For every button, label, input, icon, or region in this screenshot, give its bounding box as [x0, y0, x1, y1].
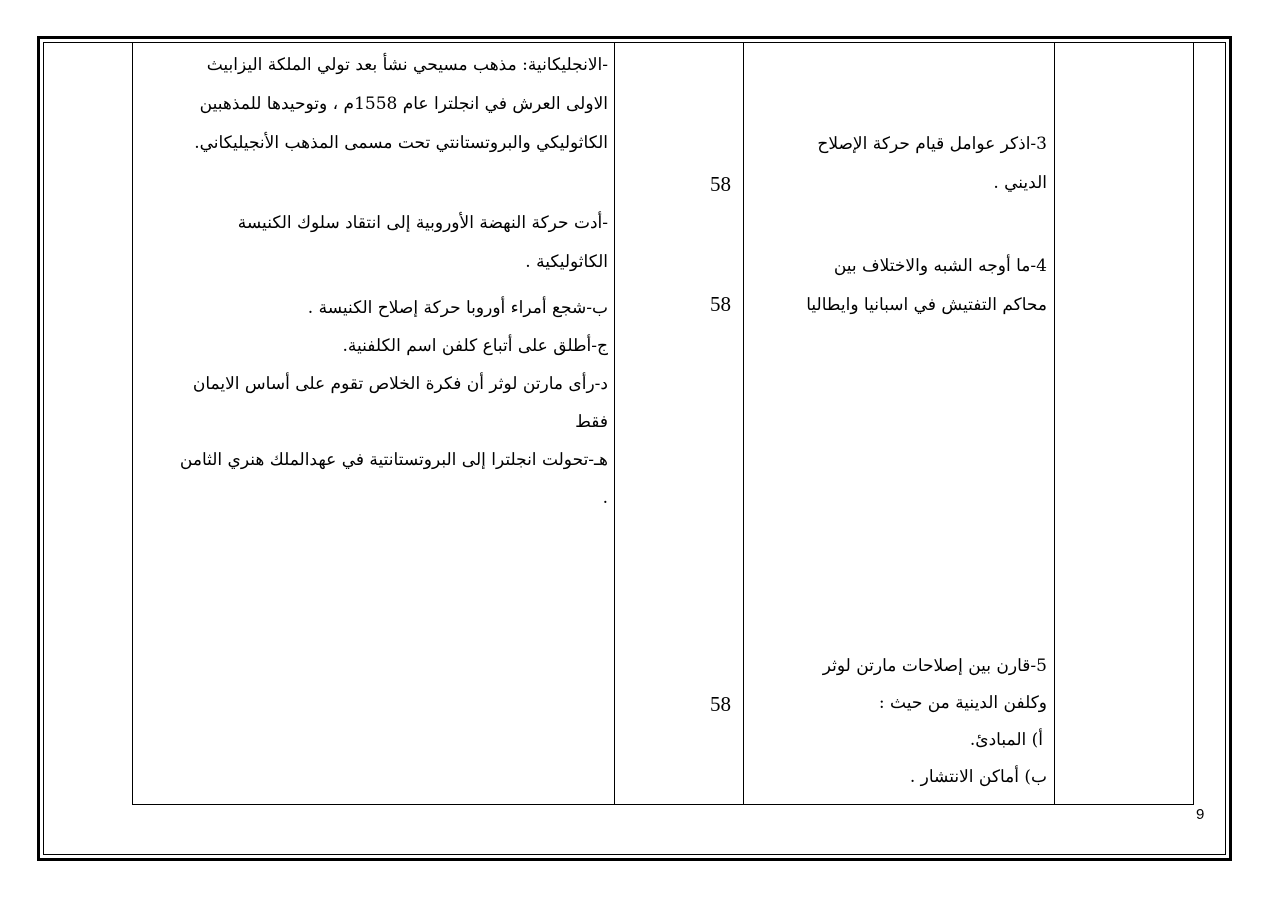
question-line: أ) المبادئ. — [969, 730, 1043, 750]
question-4 — [806, 247, 1047, 325]
column-divider — [743, 42, 744, 805]
question-line: محاكم التفتيش في اسبانيا وايطاليا — [806, 295, 1047, 315]
answer-line: هـ-تحولت انجلترا إلى البروتستانتية في عهدالملك هنري الثامن — [179, 450, 608, 470]
question-line: ب) أماكن الانتشار . — [909, 767, 1047, 787]
page-number: 9 — [1196, 806, 1205, 823]
page-reference: 58 — [710, 292, 731, 316]
question-3 — [817, 125, 1047, 203]
answer-line: د-رأى مارتن لوثر أن فكرة الخلاص تقوم على أساس الايمان — [192, 374, 608, 394]
answer-line: الاولى العرش في انجلترا عام 1558م ، وتوحيدها للمذهبين — [199, 94, 608, 114]
question-line: 4-ما أوجه الشبه والاختلاف بين — [833, 256, 1047, 276]
question-line: 5-قارن بين إصلاحات مارتن لوثر — [822, 656, 1047, 676]
answer-line: فقط — [575, 412, 608, 432]
question-line: وكلفن الدينية من حيث : — [878, 693, 1047, 713]
column-divider — [614, 42, 615, 805]
answer-line: الكاثوليكية . — [525, 252, 608, 272]
page-reference: 58 — [710, 172, 731, 196]
answer-line: . — [602, 488, 608, 508]
answers-column — [194, 46, 608, 163]
question-5 — [823, 648, 1047, 796]
answers-column — [180, 289, 608, 517]
question-line: 3-اذكر عوامل قيام حركة الإصلاح — [817, 134, 1047, 154]
question-line: الديني . — [993, 173, 1047, 193]
answer-line: الكاثوليكي والبروتستانتي تحت مسمى المذهب الأنجيليكاني. — [194, 133, 608, 153]
page-reference: 58 — [710, 692, 731, 716]
answers-column — [238, 204, 608, 282]
answer-line: ب-شجع أمراء أوروبا حركة إصلاح الكنيسة . — [307, 298, 608, 318]
column-divider — [1054, 42, 1055, 805]
answer-line: ج-أطلق على أتباع كلفن اسم الكلفنية. — [342, 336, 608, 356]
answer-line: -أدت حركة النهضة الأوروبية إلى انتقاد سلوك الكنيسة — [237, 213, 608, 233]
answer-line: -الانجليكانية: مذهب مسيحي نشأ بعد تولي الملكة اليزابيث — [206, 55, 608, 75]
